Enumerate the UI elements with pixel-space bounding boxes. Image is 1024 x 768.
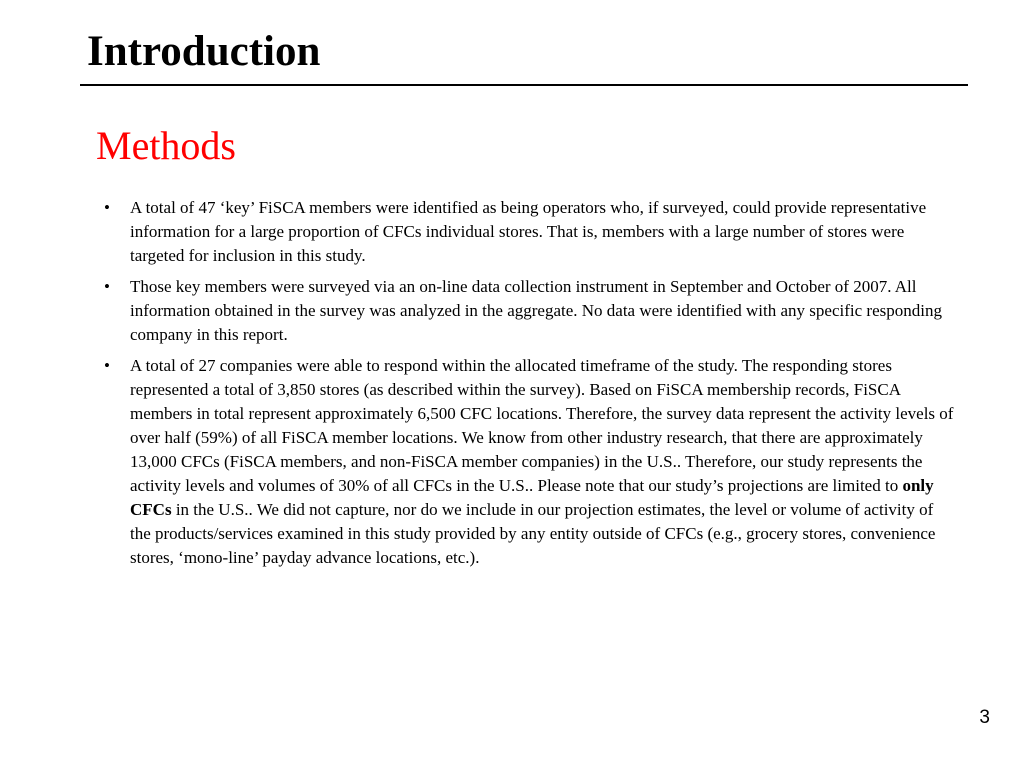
bullet-icon: • (104, 277, 110, 296)
section-heading: Methods (96, 123, 236, 168)
bullet-list (104, 196, 956, 577)
bullet-text: Those key members were surveyed via an on-line data collection instrument in September and October of 2007. All information obtained in the survey was analyzed in the aggregate. No data were identified with any specific responding company in this report. (130, 277, 942, 344)
bullet-text-start: A total of 27 companies were able to respond within the allocated timeframe of the study. The responding stores represented a total of 3,850 stores (as described within the survey). Based on FiSCA membership records, FiSCA members in total represent approximately 6,500 CFC locations. Therefore, the survey data represent the activity levels of over half (59%) of all FiSCA member locations. We know from other industry research, that there are approximately 13,000 CFCs (FiSCA members, and non-FiSCA member companies) in the U.S.. Therefore, our study represents the activity levels and volumes of 30% of all CFCs in the U.S.. Please note that our study’s projections are limited to (130, 356, 954, 495)
bullet-text (130, 356, 953, 567)
bullet-emphasis: only CFCs (130, 476, 934, 519)
bullet-icon: • (104, 356, 110, 375)
bullet-text-end: in the U.S.. We did not capture, nor do we include in our projection estimates, the level or volume of activity of the products/services examined in this study provided by any entity outside of CFCs (e.g., grocery stores, convenience stores, ‘mono-line’ payday advance locations, etc.). (130, 500, 936, 567)
bullet-item (104, 354, 956, 570)
bullet-icon: • (104, 198, 110, 217)
title-divider (80, 84, 968, 86)
bullet-text: A total of 47 ‘key’ FiSCA members were identified as being operators who, if surveyed, could provide representative information for a large proportion of CFCs individual stores. That is, members with a large number of stores were targeted for inclusion in this study. (130, 198, 927, 265)
page-number: 3 (979, 707, 990, 728)
bullet-item (104, 196, 956, 268)
slide-title: Introduction (87, 28, 321, 75)
bullet-item (104, 275, 956, 347)
